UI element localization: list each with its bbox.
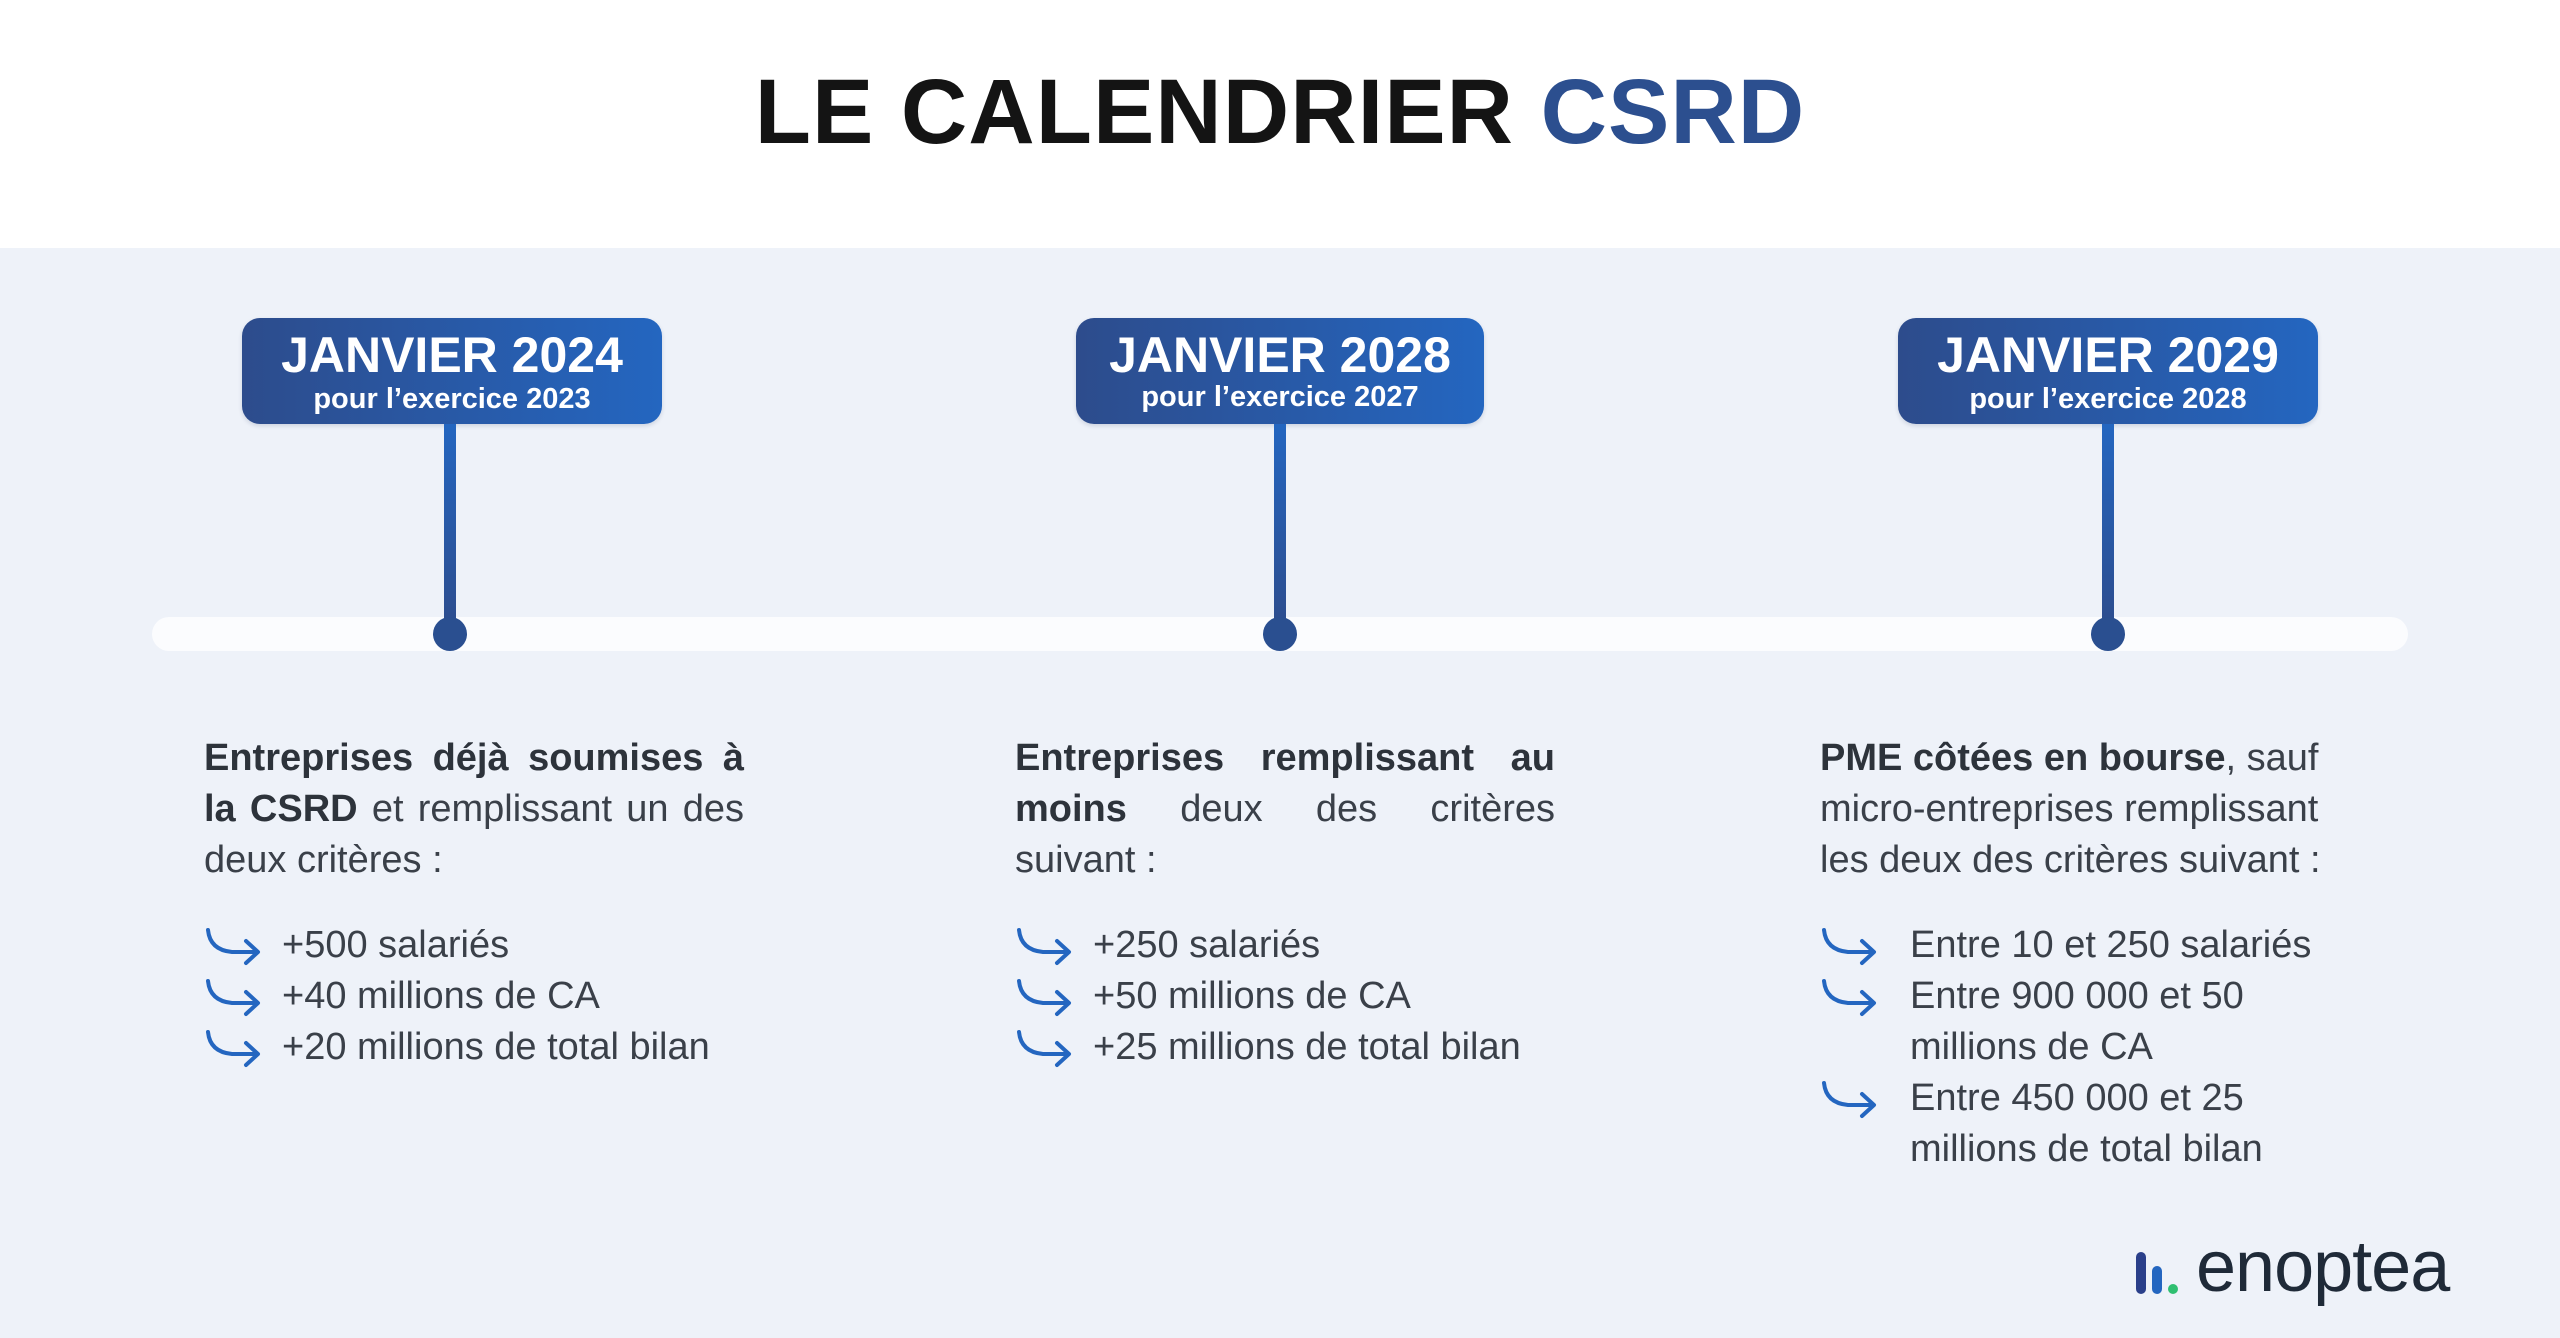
curved-arrow-icon	[1820, 977, 1880, 1017]
milestone-stem	[2102, 424, 2114, 634]
milestone-details-2028	[1015, 733, 1555, 1073]
criterion-text: +250 salariés	[1093, 924, 1321, 966]
milestone-pill-2028	[1076, 318, 1484, 424]
criterion-item	[204, 920, 744, 971]
curved-arrow-icon	[1820, 1079, 1880, 1119]
criterion-item	[204, 1022, 744, 1073]
milestone-subtitle: pour l’exercice 2028	[1969, 383, 2247, 415]
eligibility-text: et remplissant un des deux critères :	[204, 788, 744, 881]
milestone-dot	[2091, 617, 2125, 651]
eligibility-bold: PME côtées en bourse	[1820, 737, 2226, 779]
criterion-text: +20 millions de total bilan	[282, 1026, 710, 1068]
criteria-list	[1820, 920, 2372, 1175]
criteria-list	[1015, 920, 1555, 1073]
title-main: LE CALENDRIER	[754, 61, 1514, 163]
curved-arrow-icon	[204, 1028, 264, 1068]
eligibility-description	[1820, 733, 2372, 886]
curved-arrow-icon	[204, 926, 264, 966]
milestone-dot	[433, 617, 467, 651]
eligibility-text: , sauf micro-entreprises remplissant les deux des critères suivant :	[1820, 737, 2321, 881]
criterion-text: +25 millions de total bilan	[1093, 1026, 1521, 1068]
header	[0, 0, 2560, 248]
eligibility-description	[1015, 733, 1555, 886]
enoptea-logo-icon	[2134, 1252, 2180, 1296]
curved-arrow-icon	[1015, 977, 1075, 1017]
curved-arrow-icon	[1015, 1028, 1075, 1068]
criteria-list	[204, 920, 744, 1073]
criterion-text: Entre 10 et 250 salariés	[1910, 924, 2312, 966]
criterion-text: +50 millions de CA	[1093, 975, 1411, 1017]
eligibility-description	[204, 733, 744, 886]
criterion-text: Entre 450 000 et 25 millions de total bilan	[1910, 1077, 2263, 1170]
criterion-item	[204, 971, 744, 1022]
criterion-text: +500 salariés	[282, 924, 510, 966]
milestone-details-2029	[1820, 733, 2372, 1175]
page-title	[0, 60, 2560, 165]
criterion-item	[1820, 1073, 2372, 1175]
curved-arrow-icon	[1820, 926, 1880, 966]
eligibility-bold: Entreprises déjà soumises à la CSRD	[204, 737, 744, 830]
milestone-year: JANVIER 2024	[281, 327, 623, 383]
milestone-year: JANVIER 2028	[1109, 327, 1451, 383]
criterion-item	[1820, 971, 2372, 1073]
title-accent: CSRD	[1540, 61, 1806, 163]
eligibility-text: deux des critères suivant :	[1015, 788, 1555, 881]
milestone-dot	[1263, 617, 1297, 651]
milestone-subtitle: pour l’exercice 2027	[1141, 381, 1419, 413]
milestone-details-2024	[204, 733, 744, 1073]
milestone-stem	[1274, 424, 1286, 634]
milestone-year: JANVIER 2029	[1937, 327, 2279, 383]
milestone-subtitle: pour l’exercice 2023	[313, 383, 591, 415]
milestone-pill-2029	[1898, 318, 2318, 424]
criterion-item	[1015, 971, 1555, 1022]
criterion-item	[1015, 1022, 1555, 1073]
criterion-text: Entre 900 000 et 50 millions de CA	[1910, 975, 2244, 1068]
criterion-text: +40 millions de CA	[282, 975, 600, 1017]
milestone-pill-2024	[242, 318, 662, 424]
curved-arrow-icon	[1015, 926, 1075, 966]
milestone-stem	[444, 424, 456, 634]
criterion-item	[1015, 920, 1555, 971]
eligibility-bold: Entreprises remplissant au moins	[1015, 737, 1555, 830]
brand-name: enoptea	[2196, 1227, 2450, 1307]
criterion-item	[1820, 920, 2372, 971]
curved-arrow-icon	[204, 977, 264, 1017]
